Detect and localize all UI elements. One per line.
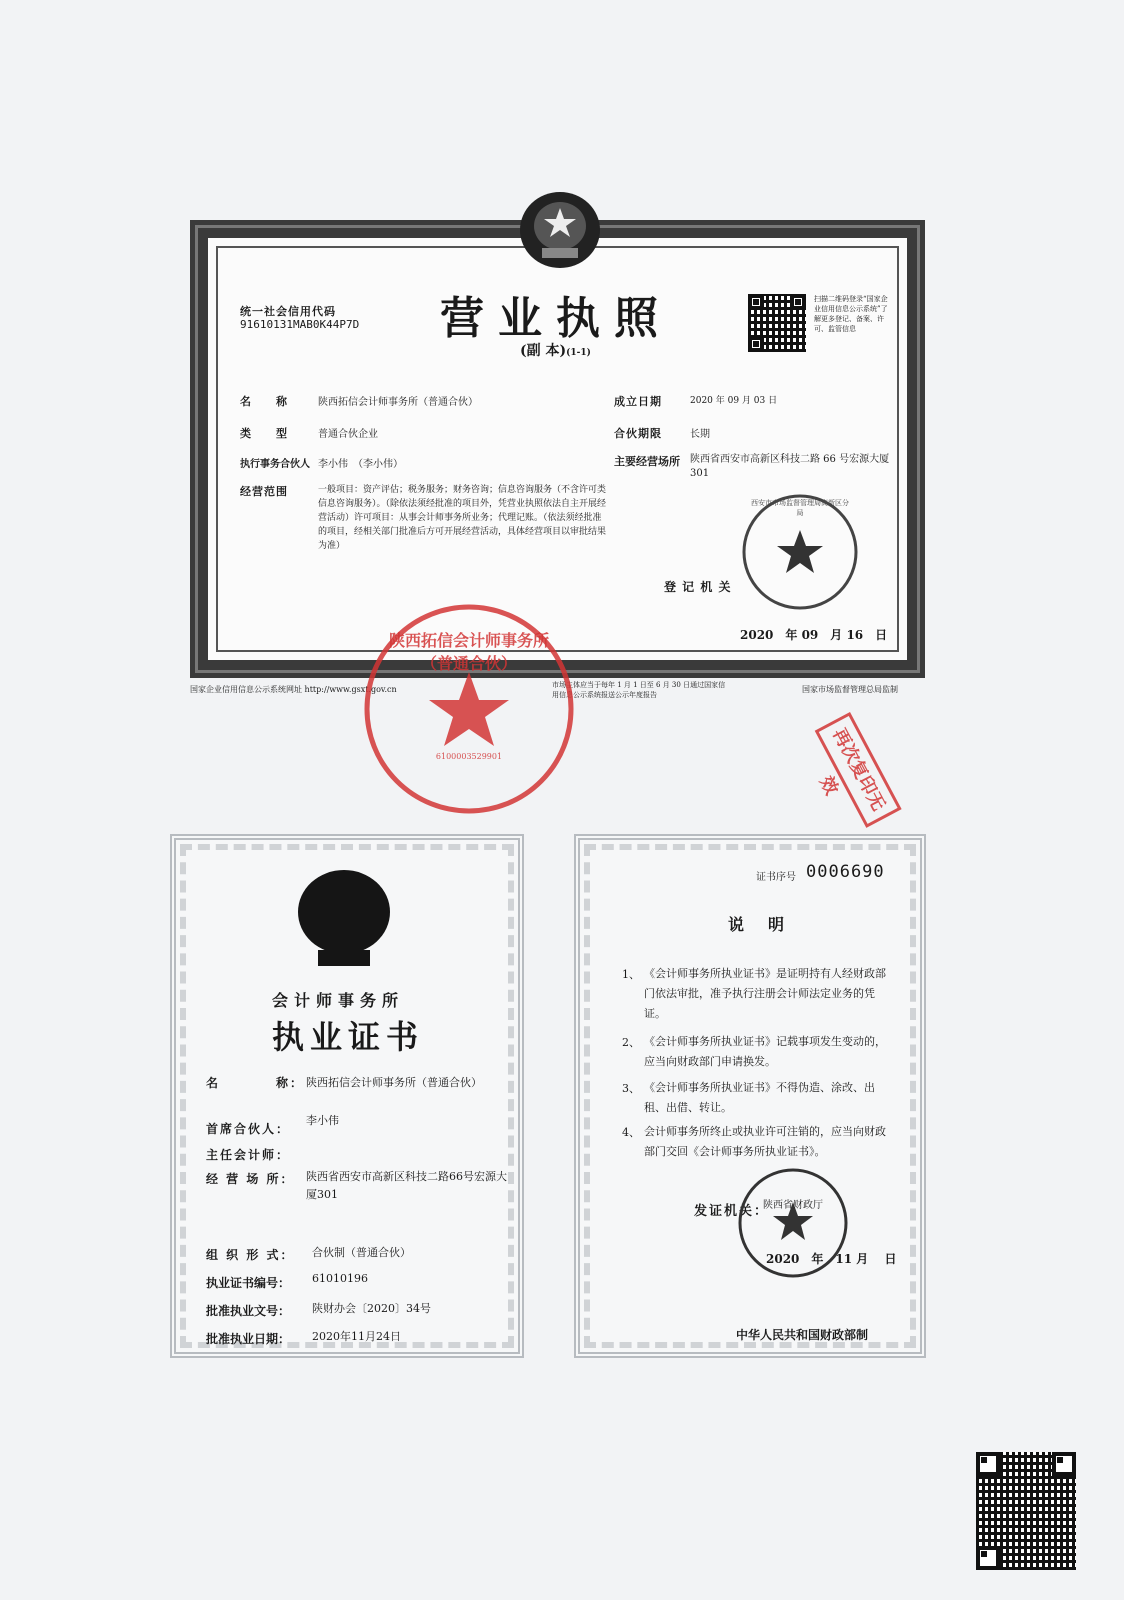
cert-field-form-label: 组 织 形 式：	[206, 1248, 295, 1262]
field-established-value: 2020 年 09 月 03 日	[690, 396, 778, 406]
license-subtitle	[520, 340, 591, 360]
cert-field-approval-value: 陕财办会〔2020〕34号	[312, 1302, 431, 1315]
registration-seal-text: 西安市市场监督管理局高新区分局	[751, 499, 849, 517]
page-qr-code	[976, 1452, 1076, 1570]
cert-serial-number: 0006690	[806, 862, 885, 882]
national-emblem-icon	[514, 186, 606, 276]
note-3-text: 《会计师事务所执业证书》不得伪造、涂改、出租、出借、转让。	[644, 1081, 875, 1114]
license-footer-website: 国家企业信用信息公示系统网址 http://www.gsxt.gov.cn	[190, 685, 397, 694]
notes-heading: 说 明	[728, 915, 789, 934]
field-address-label: 主要经营场所	[614, 455, 680, 468]
copy-invalid-stamp: 再次复印无效	[815, 712, 902, 828]
field-partner-label: 执行事务合伙人	[240, 459, 310, 470]
field-term-label: 合伙期限	[614, 427, 662, 440]
field-type-label: 类 型	[240, 427, 288, 440]
field-scope-value: 一般项目：资产评估；税务服务；财务咨询；信息咨询服务（不含许可类信息咨询服务）。（除依法须经批准的项目外，凭营业执照依法自主开展经营活动）许可项目：从事会计师事务所业务；代理记账。（依法须经批准的项目，经相关部门批准后方可开展经营活动，具体经营项目以审批结果为准）	[318, 485, 607, 551]
cert-field-name-value: 陕西拓信会计师事务所（普通合伙）	[306, 1076, 482, 1089]
field-scope-label: 经营范围	[240, 485, 288, 498]
issuer-seal-text: 陕西省财政厅	[763, 1200, 823, 1211]
cert-field-chief-label: 首席合伙人：	[206, 1122, 291, 1136]
license-footer-maker: 国家市场监督管理总局监制	[802, 685, 898, 694]
registration-authority-label: 登 记 机 关	[664, 580, 732, 594]
field-address-value: 陕西省西安市高新区科技二路 66 号宏源大厦 301	[690, 454, 890, 479]
cert-heading: 会计师事务所	[272, 991, 405, 1010]
cert-field-address-label: 经 营 场 所：	[206, 1172, 295, 1186]
note-3-number: 3、	[622, 1082, 640, 1095]
cert-field-date-value: 2020年11月24日	[312, 1330, 401, 1343]
note-4-text: 会计师事务所终止或执业许可注销的，应当向财政部门交回《会计师事务所执业证书》。	[644, 1125, 886, 1158]
cert-field-address-value: 陕西省西安市高新区科技二路66号宏源大厦301	[306, 1170, 507, 1201]
qr-note: 扫描二维码登录“国家企业信用信息公示系统”了解更多登记、备案、许可、监管信息	[814, 295, 888, 333]
cert-field-number-label: 执业证书编号：	[206, 1276, 291, 1290]
cert-emblem-icon	[296, 866, 392, 970]
credit-code: 91610131MAB0K44P7D	[240, 318, 360, 331]
cert-footer-maker: 中华人民共和国财政部制	[736, 1328, 869, 1342]
firm-seal	[362, 602, 576, 816]
license-qr-code	[748, 294, 806, 352]
note-4-number: 4、	[622, 1126, 640, 1139]
issuer-label: 发证机关：	[694, 1204, 770, 1219]
cert-field-director-label: 主任会计师：	[206, 1148, 291, 1162]
field-name-label: 名 称	[240, 395, 288, 408]
firm-seal-number: 6100003529901	[435, 752, 503, 761]
credit-code-label: 统一社会信用代码	[240, 305, 336, 318]
cert-field-name-label: 名 称：	[206, 1076, 305, 1090]
cert-field-chief-value: 李小伟	[306, 1114, 339, 1127]
cert-field-number-value: 61010196	[312, 1272, 368, 1285]
cert-title: 执业证书	[272, 1018, 425, 1056]
note-1-text: 《会计师事务所执业证书》是证明持有人经财政部门依法审批，准予执行注册会计师法定业务的凭证。	[644, 967, 886, 1020]
field-partner-value: 李小伟 （李小伟）	[318, 459, 403, 470]
field-established-label: 成立日期	[614, 395, 662, 408]
firm-seal-text: 陕西拓信会计师事务所（普通合伙）	[388, 631, 549, 673]
cert-issue-date: 2020 年 11 月 日	[766, 1252, 897, 1266]
field-term-value: 长期	[690, 429, 710, 440]
cert-field-date-label: 批准执业日期：	[206, 1332, 291, 1346]
copy-label: (副 本)	[520, 343, 567, 359]
license-issue-date: 2020 年 09 月 16 日	[740, 628, 888, 642]
cert-field-approval-label: 批准执业文号：	[206, 1304, 291, 1318]
field-type-value: 普通合伙企业	[318, 429, 378, 440]
cert-field-form-value: 合伙制（普通合伙）	[312, 1246, 411, 1259]
copy-number: (1-1)	[566, 348, 591, 358]
license-title: 营业执照	[440, 293, 672, 344]
license-footer-notice: 市场主体应当于每年 1 月 1 日至 6 月 30 日通过国家信用信息公示系统报送公示年度报告	[552, 681, 726, 699]
registration-seal	[740, 492, 860, 612]
note-2-text: 《会计师事务所执业证书》记载事项发生变动的，应当向财政部门申请换发。	[644, 1035, 886, 1068]
field-name-value: 陕西拓信会计师事务所（普通合伙）	[318, 397, 478, 408]
note-1-number: 1、	[622, 968, 640, 981]
cert-serial-label: 证书序号	[756, 872, 796, 883]
note-2-number: 2、	[622, 1036, 640, 1049]
